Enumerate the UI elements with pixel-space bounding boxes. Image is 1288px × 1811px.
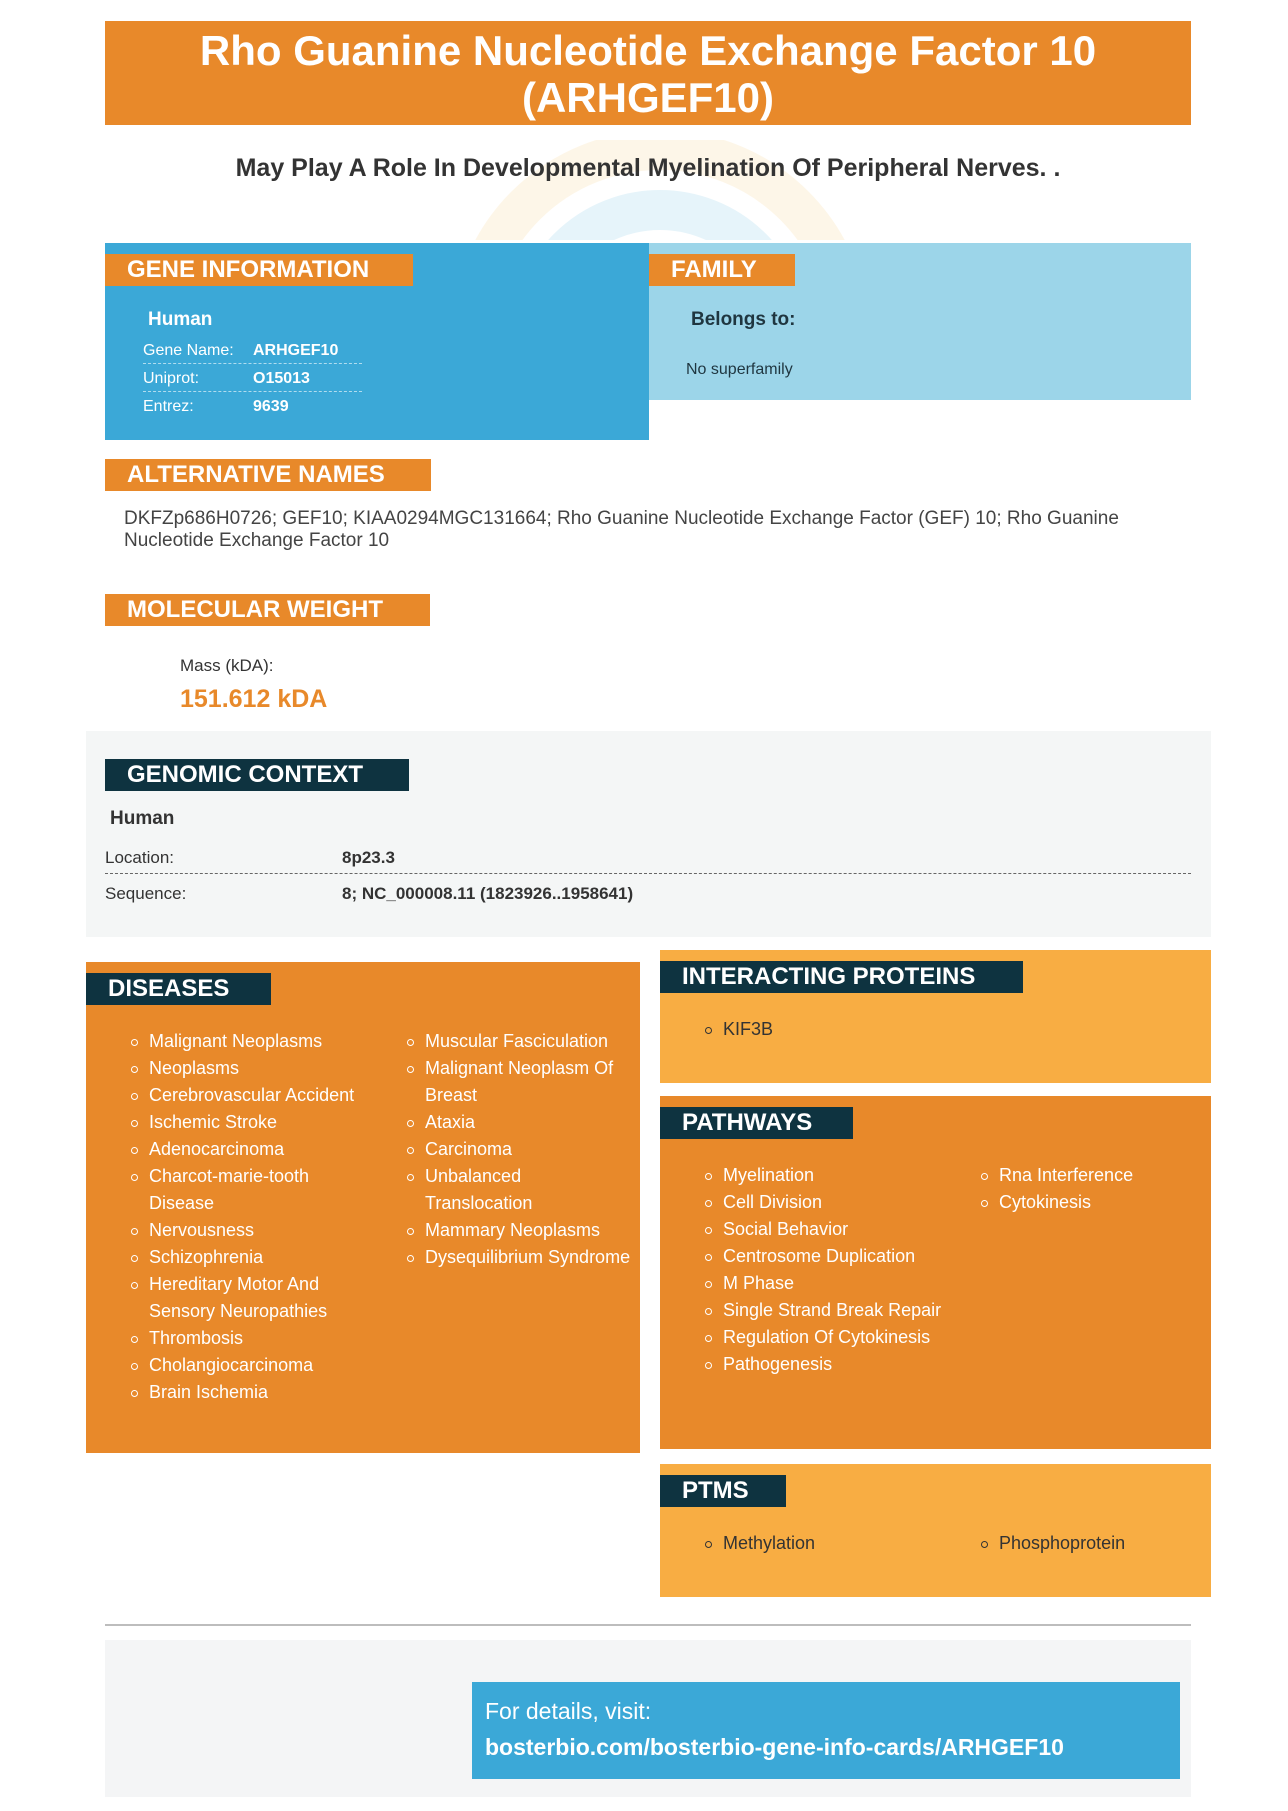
gene-row-entrez [143, 392, 362, 420]
list-item: Hereditary Motor And Sensory Neuropathies [130, 1271, 370, 1325]
location-value: 8p23.3 [342, 848, 395, 867]
list-item: Rna Interference [980, 1162, 1206, 1189]
list-item: Methylation [704, 1530, 944, 1557]
list-item: Social Behavior [704, 1216, 944, 1243]
list-item: Phosphoprotein [980, 1530, 1206, 1557]
title-banner [105, 21, 1191, 125]
genomic-row-sequence [105, 874, 1191, 910]
details-label: For details, visit: [485, 1698, 652, 1724]
list-item: Unbalanced Translocation [406, 1163, 632, 1217]
list-item: Mammary Neoplasms [406, 1217, 632, 1244]
diseases-panel [86, 962, 640, 1453]
list-item: M Phase [704, 1270, 944, 1297]
list-item: Cholangiocarcinoma [130, 1352, 370, 1379]
gene-species: Human [148, 309, 213, 330]
molecular-weight-heading: MOLECULAR WEIGHT [105, 594, 430, 626]
list-item: Charcot-marie-tooth Disease [130, 1163, 370, 1217]
gene-name-value: ARHGEF10 [253, 342, 339, 359]
genomic-row-location [105, 838, 1191, 874]
details-url-link[interactable]: bosterbio.com/bosterbio-gene-info-cards/ARHGEF10 [485, 1734, 1064, 1760]
ptms-panel [660, 1464, 1211, 1597]
gene-name-label: Gene Name: [143, 342, 234, 359]
list-item: Dysequilibrium Syndrome [406, 1244, 632, 1271]
list-item: Cerebrovascular Accident [130, 1082, 370, 1109]
ptms-heading: PTMS [660, 1475, 786, 1507]
list-item: Malignant Neoplasms [130, 1028, 370, 1055]
list-item: Nervousness [130, 1217, 370, 1244]
list-item: Single Strand Break Repair [704, 1297, 944, 1324]
uniprot-value: O15013 [253, 370, 310, 387]
diseases-list-1 [130, 1028, 370, 1406]
alternative-names-heading: ALTERNATIVE NAMES [105, 459, 431, 491]
list-item: Malignant Neoplasm Of Breast [406, 1055, 632, 1109]
list-item: Brain Ischemia [130, 1379, 370, 1406]
ptms-list-2 [980, 1530, 1206, 1557]
pathways-list-2 [980, 1162, 1206, 1216]
pathways-list-1 [704, 1162, 944, 1378]
mass-label: Mass (kDA): [180, 656, 274, 675]
sequence-label: Sequence: [105, 884, 187, 903]
family-panel [649, 243, 1191, 400]
list-item: Ischemic Stroke [130, 1109, 370, 1136]
uniprot-label: Uniprot: [143, 370, 200, 387]
gene-information-heading: GENE INFORMATION [105, 254, 413, 286]
genomic-species: Human [110, 808, 175, 829]
ptms-list-1 [704, 1530, 944, 1557]
list-item: Pathogenesis [704, 1351, 944, 1378]
list-item: Muscular Fasciculation [406, 1028, 632, 1055]
pathways-heading: PATHWAYS [660, 1107, 853, 1139]
footer-divider [105, 1624, 1191, 1626]
list-item: Neoplasms [130, 1055, 370, 1082]
subtitle: May Play A Role In Developmental Myelination Of Peripheral Nerves. . [235, 154, 1061, 182]
interacting-proteins-panel [660, 950, 1211, 1083]
title-line-2: (ARHGEF10) [521, 74, 775, 121]
interacting-proteins-heading: INTERACTING PROTEINS [660, 961, 1023, 993]
gene-row-name [143, 336, 362, 364]
family-value: No superfamily [686, 361, 793, 378]
family-heading: FAMILY [649, 254, 795, 286]
location-label: Location: [105, 848, 174, 867]
entrez-value: 9639 [253, 398, 289, 415]
diseases-list-2 [406, 1028, 632, 1271]
pathways-panel [660, 1096, 1211, 1449]
interacting-proteins-list [704, 1016, 944, 1043]
belongs-to-label: Belongs to: [691, 309, 796, 330]
list-item: Regulation Of Cytokinesis [704, 1324, 944, 1351]
sequence-value: 8; NC_000008.11 (1823926..1958641) [342, 884, 634, 903]
list-item: Cell Division [704, 1189, 944, 1216]
entrez-label: Entrez: [143, 398, 194, 415]
mass-value: 151.612 kDA [180, 685, 328, 713]
list-item: Cytokinesis [980, 1189, 1206, 1216]
diseases-heading: DISEASES [86, 973, 271, 1005]
details-link-box[interactable] [472, 1682, 1180, 1779]
list-item: Carcinoma [406, 1136, 632, 1163]
list-item: KIF3B [704, 1016, 944, 1043]
gene-information-panel [105, 243, 649, 440]
list-item: Ataxia [406, 1109, 632, 1136]
alternative-names-text: DKFZp686H0726; GEF10; KIAA0294MGC131664; Rho Guanine Nucleotide Exchange Factor (GEF) 10; Rho Guanine Nucleotide Exchange Factor 10 [124, 508, 1119, 551]
genomic-context-heading: GENOMIC CONTEXT [105, 759, 409, 791]
list-item: Schizophrenia [130, 1244, 370, 1271]
title-line-1: Rho Guanine Nucleotide Exchange Factor 10 [199, 27, 1097, 74]
list-item: Thrombosis [130, 1325, 370, 1352]
list-item: Myelination [704, 1162, 944, 1189]
list-item: Adenocarcinoma [130, 1136, 370, 1163]
list-item: Centrosome Duplication [704, 1243, 944, 1270]
gene-row-uniprot [143, 364, 362, 392]
